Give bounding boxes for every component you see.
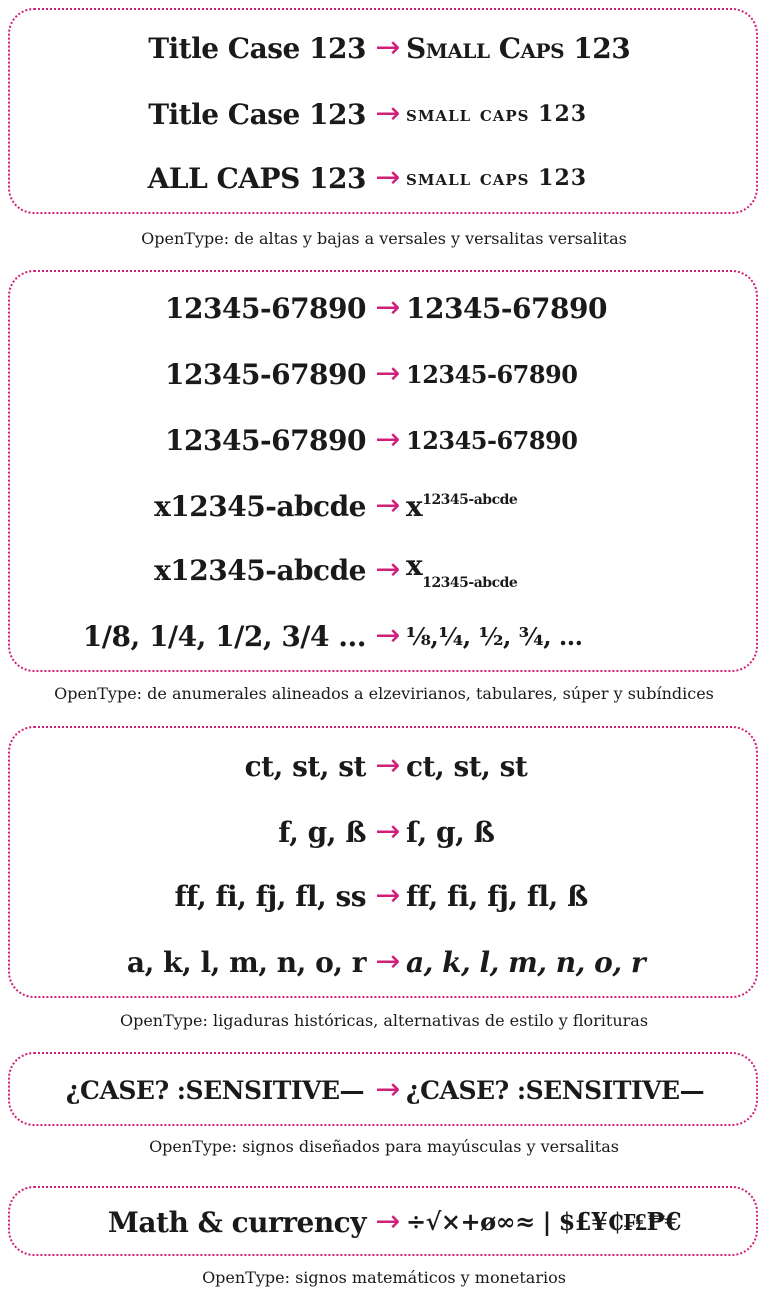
sample-input: ff, fi, fj, fl, ss — [174, 879, 366, 913]
sample-row — [10, 352, 756, 396]
arrow-icon: → — [375, 356, 401, 391]
panel-caption: OpenType: signos diseñados para mayúsculas y versalitas — [149, 1137, 619, 1156]
arrow-icon: → — [375, 748, 401, 783]
panel-numerals — [8, 270, 758, 672]
sample-output: ¿CASE? :SENSITIVE— — [406, 1075, 705, 1105]
sample-output: ⅛,¼, ½, ¾, ... — [406, 621, 583, 651]
sample-output — [406, 549, 517, 591]
sample-output: ÷√×+ø∞≈ | $£¥₵₣₤₱€ — [406, 1207, 682, 1236]
subscript: 12345-abcde — [422, 575, 518, 591]
sample-row — [10, 1200, 756, 1244]
sample-output: 12345-67890 — [406, 291, 607, 325]
sample-row — [10, 940, 756, 984]
sample-input: Title Case 123 — [148, 97, 366, 131]
arrow-icon: → — [375, 290, 401, 325]
sample-input: x12345-abcde — [154, 553, 366, 587]
base-letter: x — [406, 549, 423, 582]
sample-input: Math & currency — [107, 1205, 366, 1239]
sample-input: a, k, l, m, n, o, r — [126, 945, 366, 979]
sample-output: ff, fi, fj, fl, ß — [406, 879, 588, 913]
sample-output: small caps 123 — [406, 101, 588, 127]
sample-row — [10, 484, 756, 528]
superscript: 12345-abcde — [422, 491, 518, 508]
sample-input: f, g, ß — [278, 815, 366, 849]
sample-input: ALL CAPS 123 — [147, 161, 366, 195]
sample-output: Small Caps 123 — [406, 31, 631, 65]
sample-input: ct, st, st — [244, 749, 366, 783]
arrow-icon: → — [375, 552, 401, 587]
arrow-icon: → — [375, 944, 401, 979]
sample-input: 12345-67890 — [165, 423, 366, 457]
sample-input: Title Case 123 — [148, 31, 366, 65]
sample-output: ct, st, st — [406, 749, 528, 783]
sample-row — [10, 744, 756, 788]
arrow-icon: → — [375, 878, 401, 913]
sample-row — [10, 156, 756, 200]
sample-input: x12345-abcde — [154, 489, 366, 523]
panel-small-caps — [8, 8, 758, 214]
arrow-icon: → — [375, 422, 401, 457]
sample-row — [10, 418, 756, 462]
arrow-icon: → — [375, 1204, 401, 1239]
arrow-icon: → — [375, 30, 401, 65]
panel-caption: OpenType: ligaduras históricas, alternativas de estilo y florituras — [119, 1011, 649, 1030]
sample-row — [10, 1068, 756, 1112]
sample-input: ¿CASE? :SENSITIVE— — [65, 1075, 364, 1105]
sample-output: a, k, l, m, n, o, r — [406, 945, 646, 979]
sample-row — [10, 614, 756, 658]
sample-output: 12345-67890 — [406, 359, 578, 389]
sample-row — [10, 92, 756, 136]
panel-case-sensitive — [8, 1052, 758, 1126]
arrow-icon: → — [375, 160, 401, 195]
sample-output — [406, 490, 517, 523]
sample-row — [10, 810, 756, 854]
sample-input: 12345-67890 — [165, 357, 366, 391]
sample-row — [10, 874, 756, 918]
panel-caption: OpenType: signos matemáticos y monetarios — [202, 1268, 566, 1287]
panel-math-currency — [8, 1186, 758, 1256]
arrow-icon: → — [375, 96, 401, 131]
base-letter: x — [406, 489, 423, 523]
arrow-icon: → — [375, 618, 401, 653]
sample-input: 12345-67890 — [165, 291, 366, 325]
arrow-icon: → — [375, 814, 401, 849]
sample-row — [10, 26, 756, 70]
sample-output: small caps 123 — [406, 165, 588, 191]
sample-row — [10, 548, 756, 592]
sample-output: ſ, g, ß — [406, 815, 495, 849]
panel-caption: OpenType: de altas y bajas a versales y versalitas versalitas — [141, 229, 627, 248]
sample-row — [10, 286, 756, 330]
panel-caption: OpenType: de anumerales alineados a elzevirianos, tabulares, súper y subíndices — [54, 684, 714, 703]
sample-input: 1/8, 1/4, 1/2, 3/4 ... — [82, 619, 366, 653]
sample-output: 12345-67890 — [406, 425, 578, 455]
panel-ligatures — [8, 726, 758, 998]
arrow-icon: → — [375, 1072, 401, 1107]
arrow-icon: → — [375, 488, 401, 523]
